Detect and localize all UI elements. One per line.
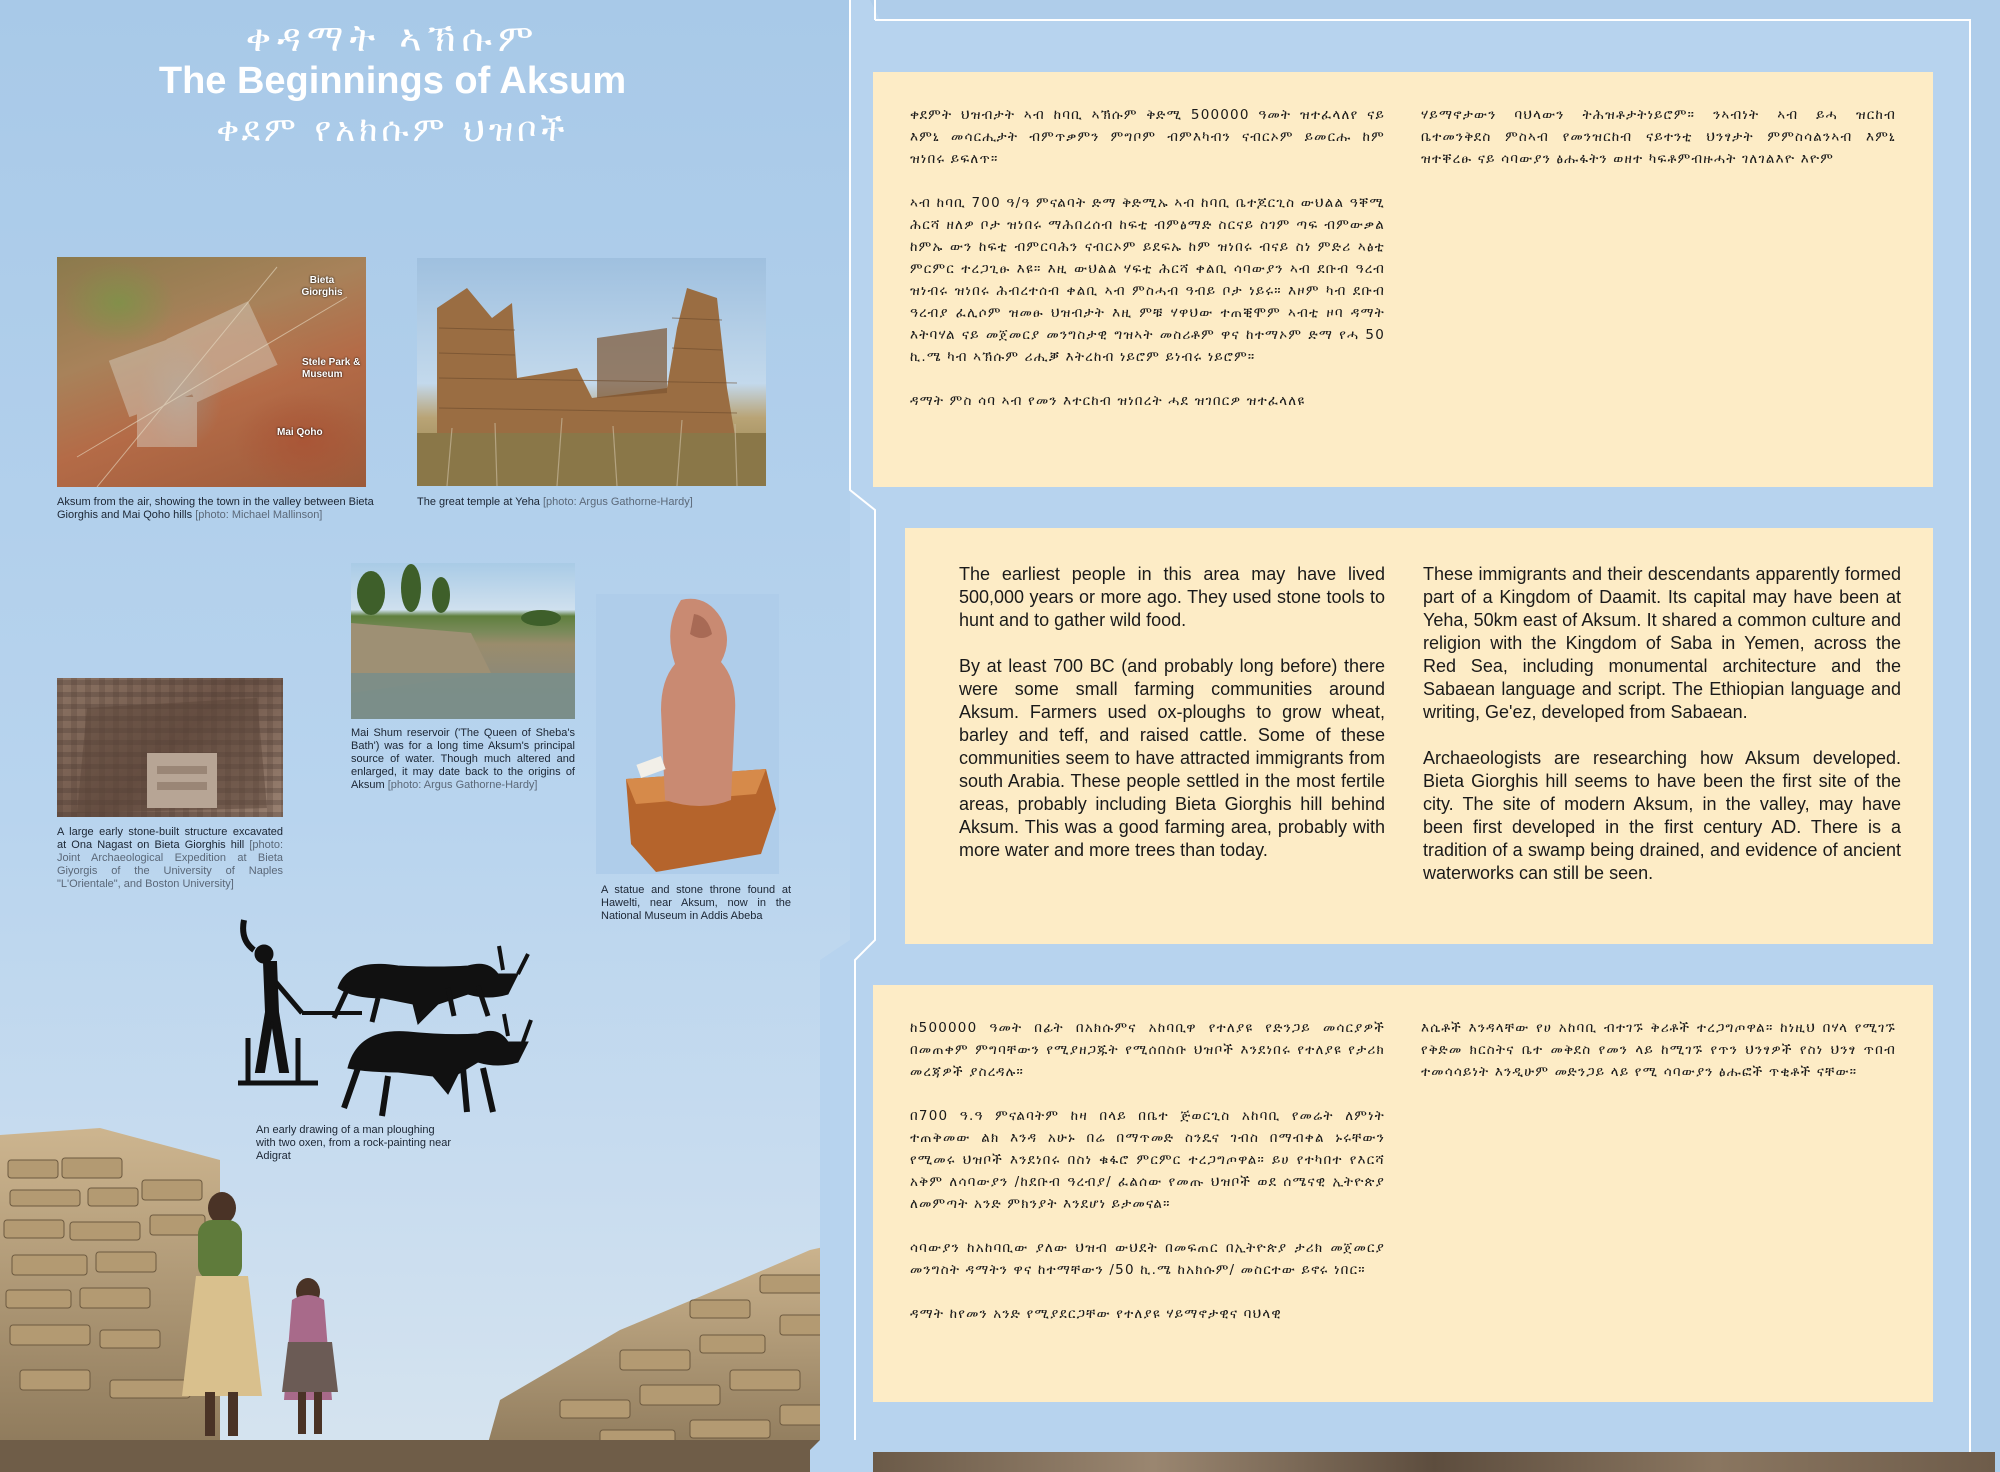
tigrinya-para-1: ቀደምት ህዝብታት ኣብ ከባቢ ኣኽሱም ቅድሚ 500000 ዓመት ዝተፈላለየ ናይ እምኒ መሳርሒታት ብምጥቃምን ምግቦም ብምእካብን ናብርኦም ይመርሑ ከም ዝነበሩ ይፍለጥ። (910, 107, 1385, 167)
title-english: The Beginnings of Aksum (158, 60, 627, 102)
temple-caption-text: The great temple at Yeha (417, 496, 540, 508)
reservoir-photo (351, 563, 575, 719)
aerial-label-maiqoho: Mai Qoho (277, 427, 323, 438)
stone-wall-photo (0, 1080, 855, 1472)
drawing-caption: An early drawing of a man ploughing with two oxen, from a rock-painting near Adigrat (256, 1124, 452, 1162)
excavation-caption (57, 826, 283, 891)
excavation-credit: [photo: Joint Archaeological Expedition at Bieta Giyorgis of the University of Naples "L'Orientale", and Boston University] (57, 839, 283, 890)
statue-caption: A statue and stone throne found at Hawelti, near Aksum, now in the National Museum in Addis Abeba (601, 884, 791, 922)
statue-drawing (596, 594, 779, 874)
temple-ruin-drawing (417, 258, 766, 486)
amharic-text-box (873, 985, 1933, 1402)
tigrinya-text-box (873, 72, 1933, 487)
tigrinya-col-1 (910, 104, 1385, 434)
reservoir-drawing (351, 563, 575, 719)
amharic-col-1 (910, 1017, 1385, 1347)
left-panel (0, 0, 855, 1472)
title-amharic: ቀደም የአክሱም ህዝቦች (216, 110, 569, 150)
aerial-photo (57, 257, 366, 487)
aerial-credit: [photo: Michael Mallinson] (195, 509, 323, 521)
statue-photo (596, 594, 779, 874)
amharic-para-5: እሴቶች እንዳላቸው የሀ አከባቢ ብተገኙ ቅሪቶች ተረጋግጦዋል። ከነዚህ በሃላ የሚገኙ የቅድመ ክርስትና ቤተ መቅደስ የመን ላይ ከሚገኙ የጥን ህንፃዎች የስነ ህንፃ ጥበብ ተመሳሳይነት እንዲሁም መድንጋይ ላይ የሚ ሳባውያን ፅሑፎች ጥቂቶች ናቸው። (1421, 1020, 1896, 1080)
english-para-3: These immigrants and their descendants apparently formed part of a Kingdom of Daamit. Its capital may have been at Yeha, 50km east of Aksum. It shared a common culture and religion with the Kingdom of Saba in Yemen, across the Red Sea, including monumental architecture and the Sabaean language and script. The Ethiopian language and writing, Ge'ez, developed from Sabaean. (1423, 564, 1901, 722)
english-para-2: By at least 700 BC (and probably long before) there were some small farming communities around Aksum. Farmers used ox-ploughs to grow wheat, barley and teff, and raised cattle. Some of these communities seem to have attracted immigrants from south Arabia. These people settled in the most fertile areas, probably including Bieta Giorghis hill behind Aksum. This was a good farming area, probably with more water and more trees than today. (959, 656, 1385, 860)
excavation-drawing (57, 678, 283, 817)
amharic-para-3: ሳባውያን ከአከባቢው ያለው ህዝብ ውህደት በመፍጠር በኢትዮጵያ ታሪክ መጀመርያ መንግስት ዳማትን ዋና ከተማቸውን /50 ኪ.ሜ ከአክሱም/ መስርተው ይኖሩ ነበር። (910, 1240, 1385, 1278)
amharic-para-1: ከ500000 ዓመት በፊት በአክሱምና አከባቢዋ የተለያዩ የድንጋይ መሳርያዎች በመጠቀም ምግባቸውን የሚያዘጋጁት የሚሰበስቡ ህዝቦች እንደነበሩ የተለያዩ የታሪክ መረጃዎች ያስረዳሉ። (910, 1020, 1385, 1080)
english-para-4: Archaeologists are researching how Aksum developed. Bieta Giorghis hill seems to have been the first site of the city. The site of modern Aksum, in the valley, may have been first developed in the first century AD. There is a tradition of a swamp being drained, and evidence of ancient waterworks can still be seen. (1423, 748, 1901, 883)
reservoir-caption (351, 727, 575, 792)
tigrinya-para-4: ሃይማኖታውን ባህላውን ትሕዝቶታትነይሮም። ንኣብነት ኣብ ይሓ ዝርከብ ቤተመንቅደስ ምስኣብ የመንዝርከብ ናይተንቲ ህንፃታት ምምስሳልንኣብ እምኒ ዝተቐረፁ ናይ ሳባውያን ፅሑፋትን ወዘተ ካፍቶምብዙሓት ገለገልእዮ እዮም (1421, 107, 1896, 167)
english-para-1: The earliest people in this area may have lived 500,000 years or more ago. They used stone tools to hunt and to gather wild food. (959, 564, 1385, 630)
bottom-stone-strip (873, 1452, 1995, 1472)
title-tigrinya: ቀዳማት ኣኽሱም (245, 16, 540, 60)
excavation-photo (57, 678, 283, 817)
aerial-caption-text: Aksum from the air, showing the town in the valley between Bieta Giorghis and Mai Qoho hills (57, 496, 374, 521)
english-text-box (905, 528, 1933, 944)
temple-caption (417, 496, 767, 509)
english-col-1 (959, 563, 1385, 885)
amharic-para-2: በ700 ዓ.ዓ ምናልባትም ከዛ በላይ በቤተ ጅወርጊስ አከባቢ የመሬት ለምነት ተጠቅመው ልክ እንዳ አሁኑ በሬ በማጥመድ ስንዴና ገብስ በማብቀል ኑሩቸውን የሚመሩ ህዝቦች እንደነበሩ በስነ ቁፋሮ ምርምር ተረጋግጦዋል። ይሀ የተካበተ የእርሻ አቅም ለሳባውያን /ከደቡብ ዓረብያ/ ፈልሰው የመጡ ህዝቦች ወደ ሰሜናዊ ኢትዮጵያ ለመምጣት አንድ ምክንያት እንደሆነ ይታመናል። (910, 1108, 1385, 1212)
temple-credit: [photo: Argus Gathorne-Hardy] (543, 496, 693, 508)
aerial-caption (57, 496, 377, 522)
reservoir-caption-text: Mai Shum reservoir ('The Queen of Sheba's Bath') was for a long time Aksum's principal source of water. Though much altered and enlarged, it may date back to the origins of Aksum (351, 727, 575, 791)
tigrinya-para-2: ኣብ ከባቢ 700 ዓ/ዓ ምናልባት ድማ ቅድሚኡ ኣብ ከባቢ ቤተጆርጊስ ውህልል ዓቐሚ ሕርሻ ዘለዎ ቦታ ዝነበሩ ማሕበረሰብ ከፍቲ ብምፅማድ ስርናይ ስገም ጣፍ ብምውቃል ከምኡ ውን ከፍቲ ብምርባሕን ናብርኦም ይደፍኡ ከም ዝነበሩ ብናይ ስነ ምድሪ ኣፅቲ ምርምር ተረጋጊፁ እዩ። እዚ ውህልል ሃፍቲ ሕርሻ ቀልቢ ሳባውያን ኣብ ደቡብ ዓረብ ዝነብሩ ዝነበሩ ሕብረተሰብ ቀልቢ ኣብ ምስሓብ ዓብይ ቦታ ነይሩ። እዞም ካብ ደቡብ ዓረብያ ፈሊሶም ዝመፁ ህዝብታት እዚ ምቹ ሃዋህው ተጠቒሞም ኣብቲ ዞባ ዳማት እትባሃል ናይ መጀመርያ መንግስታዊ ግዝኣት መስሪቶም ዋና ከተማኦም ድማ የሓ 50 ኪ.ሜ ካብ ኣኽሱም ሪሒቓ እትረከብ ነይሮም ይነብሩ ነይሮም። (910, 195, 1385, 365)
english-col-2 (1423, 563, 1901, 908)
excavation-caption-text: A large early stone-built structure excavated at Ona Nagast on Bieta Giorghis hill (57, 826, 283, 851)
temple-photo (417, 258, 766, 486)
tigrinya-para-3: ዳማት ምስ ሳባ ኣብ የመን እተርከብ ዝነበረት ሓደ ዝገበርዎ ዝተፈላለዩ (910, 393, 1306, 409)
tigrinya-col-2 (1421, 104, 1896, 192)
amharic-para-4: ዳማት ከየመን አንድ የሚያደርጋቸው የተለያዩ ሃይማኖታዊና ባህላዊ (910, 1306, 1282, 1322)
aerial-label-bieta: Bieta Giorghis (301, 275, 343, 298)
aerial-label-stele: Stele Park & Museum (302, 357, 361, 380)
amharic-col-2 (1421, 1017, 1896, 1105)
reservoir-credit: [photo: Argus Gathorne-Hardy] (387, 779, 538, 791)
